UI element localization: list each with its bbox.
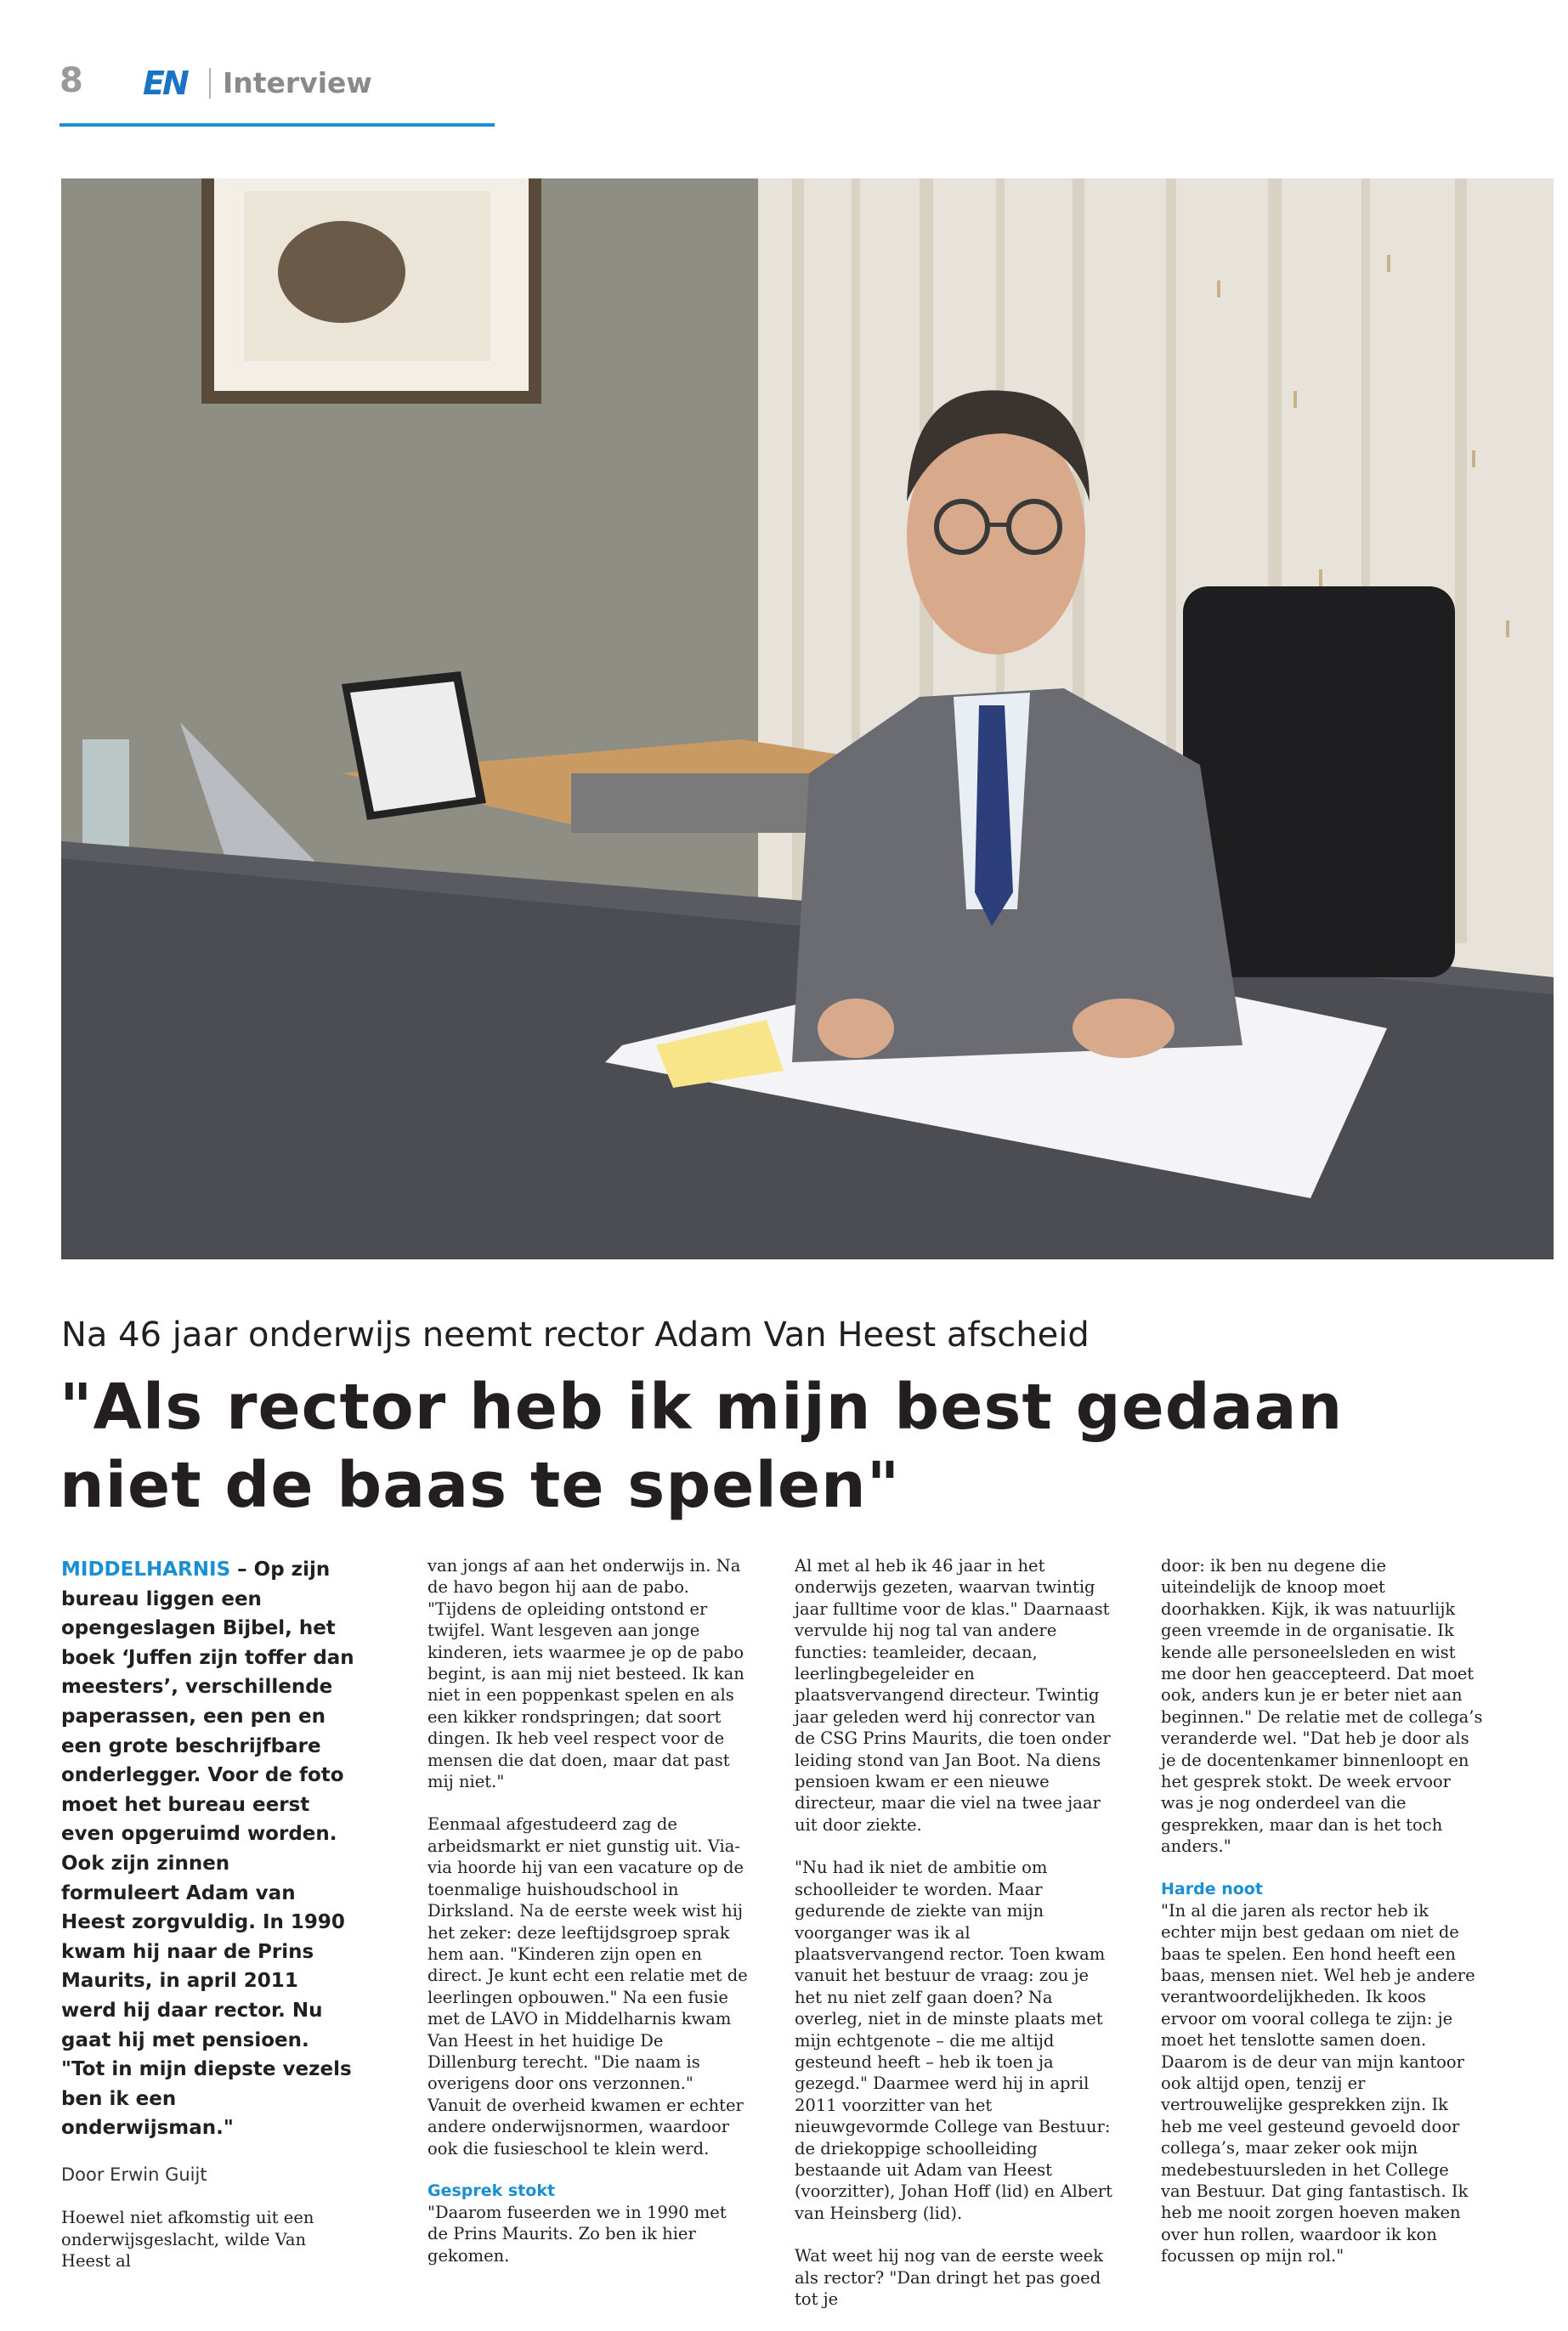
article-kicker: Na 46 jaar onderwijs neemt rector Adam Van Heest afscheid bbox=[61, 1315, 1090, 1355]
article-headline: "Als rector heb ik mijn best gedaan niet de baas te spelen" bbox=[59, 1371, 1344, 1522]
body-paragraph: "Nu had ik niet de ambitie om schoolleider te worden. Maar gedurende de ziekte van mijn voorganger was ik al plaatsvervangend rector. Toen kwam vanuit het bestuur de vraag: zou je het nu niet zelf gaan doen? Na overleg, niet in de minste plaats met mijn echtgenote – die me altijd gesteund heeft – heb ik toen ja gezegd." Daarmee werd hij in april 2011 voorzitter van het nieuwgevormde College van Bestuur: de driekoppige schoolleiding bestaande uit Adam van Heest (voorzitter), Johan Hoff (lid) en Albert van Heinsberg (lid). bbox=[795, 1858, 1112, 2223]
article-lede bbox=[61, 1555, 354, 2143]
body-paragraph: "In al die jaren als rector heb ik echter mijn best gedaan om niet de baas te spelen. Een hond heeft een baas, mensen niet. Wel heb je andere verantwoordelijkheden. Ik koos ervoor om vooral collega te zijn: je moet het tenslotte samen doen. Daarom is de deur van mijn kantoor ook altijd open, tenzij er vertrouwelijke gesprekken zijn. Ik heb me veel gesteund gevoeld door collega’s, maar zeker ook mijn medebestuursleden in het College van Bestuur. Dat ging fantastisch. Ik heb me nooit zorgen hoeven maken over hun rollen, waardoor ik kon focussen op mijn rol." bbox=[1161, 1900, 1475, 2266]
byline: Door Erwin Guijt bbox=[61, 2164, 207, 2185]
lede-text: – Op zijn bureau liggen een opengeslagen Bijbel, het boek ‘Juffen zijn toffer dan meesters’, verschillende paperassen, een pen en een grote beschrijfbare onderlegger. Voor de foto moet het bureau eerst even opgeruimd worden. Ook zijn zinnen formuleert Adam van Heest zorgvuldig. In 1990 kwam hij naar de Prins Maurits, in april 2011 werd hij daar rector. Nu gaat hij met pensioen. "Tot in mijn diepste vezels ben ik een onderwijsman." bbox=[61, 1559, 354, 2140]
publication-logo: EN bbox=[143, 65, 187, 102]
body-paragraph: van jongs af aan het onderwijs in. Na de havo begon hij aan de pabo. "Tijdens de opleiding ontstond er twijfel. Want lesgeven aan jonge kinderen, iets waarmee je op de pabo begint, is aan mij niet besteed. Ik kan niet in een poppenkast spelen en als een kikker rondspringen; dat soort dingen. Ik heb veel respect voor de mensen die dat doen, maar dat past mij niet." bbox=[427, 1556, 744, 1792]
dateline: MIDDELHARNIS bbox=[61, 1559, 231, 1581]
article-column-3 bbox=[795, 1555, 1118, 2331]
body-paragraph: Eenmaal afgestudeerd zag de arbeidsmarkt er niet gunstig uit. Via-via hoorde hij van een vacature op de toenmalige huishoudschool in Dirksland. Na de eerste week wist hij het zeker: deze leeftijdsgroep sprak hem aan. "Kinderen zijn open en direct. Je kunt echt een relatie met de leerlingen opbouwen." Na een fusie met de LAVO in Middelharnis kwam Van Heest in het huidige De Dillenburg terecht. "Die naam is overigens door ons verzonnen." Vanuit de overheid kwamen er echter andere onderwijsnormen, waardoor ook die fusieschool te klein werd. bbox=[427, 1814, 748, 2158]
article-column-2 bbox=[427, 1555, 750, 2288]
subhead-gesprek-stokt: Gesprek stokt bbox=[427, 2181, 556, 2200]
article-photo bbox=[61, 178, 1554, 1259]
header-divider bbox=[209, 68, 211, 99]
page-number: 8 bbox=[59, 61, 84, 100]
body-paragraph: Hoewel niet afkomstig uit een onderwijsgeslacht, wilde Van Heest al bbox=[61, 2208, 314, 2272]
body-paragraph: "Daarom fuseerden we in 1990 met de Prins Maurits. Zo ben ik hier gekomen. bbox=[427, 2202, 727, 2266]
body-paragraph: Al met al heb ik 46 jaar in het onderwijs gezeten, waarvan twintig jaar fulltime voor de klas." Daarnaast vervulde hij nog tal van andere functies: teamleider, decaan, leerlingbegeleider en plaatsvervangend directeur. Twintig jaar geleden werd hij conrector van de CSG Prins Maurits, die toen onder leiding stond van Jan Boot. Na diens pensioen kwam er een nieuwe directeur, maar die viel na twee jaar uit door ziekte. bbox=[795, 1556, 1111, 1835]
section-label: Interview bbox=[223, 66, 372, 99]
body-paragraph: door: ik ben nu degene die uiteindelijk de knoop moet doorhakken. Kijk, ik was natuurlijk geen vreemde in de organisatie. Ik kende alle personeelsleden en wist me door hen geaccepteerd. Dat moet ook, anders kun je er beter niet aan beginnen." De relatie met de collega’s veranderde wel. "Dat heb je door als je de docentenkamer binnenloopt en het gesprek stokt. De week ervoor was je nog onderdeel van die gesprekken, maar dan is het toch anders." bbox=[1161, 1556, 1483, 1857]
header-rule bbox=[59, 123, 495, 127]
subhead-harde-noot: Harde noot bbox=[1161, 1879, 1263, 1898]
body-paragraph: Wat weet hij nog van de eerste week als rector? "Dan dringt het pas goed tot je bbox=[795, 2246, 1104, 2309]
article-column-1 bbox=[61, 1555, 354, 2294]
article-column-4 bbox=[1161, 1555, 1484, 2289]
